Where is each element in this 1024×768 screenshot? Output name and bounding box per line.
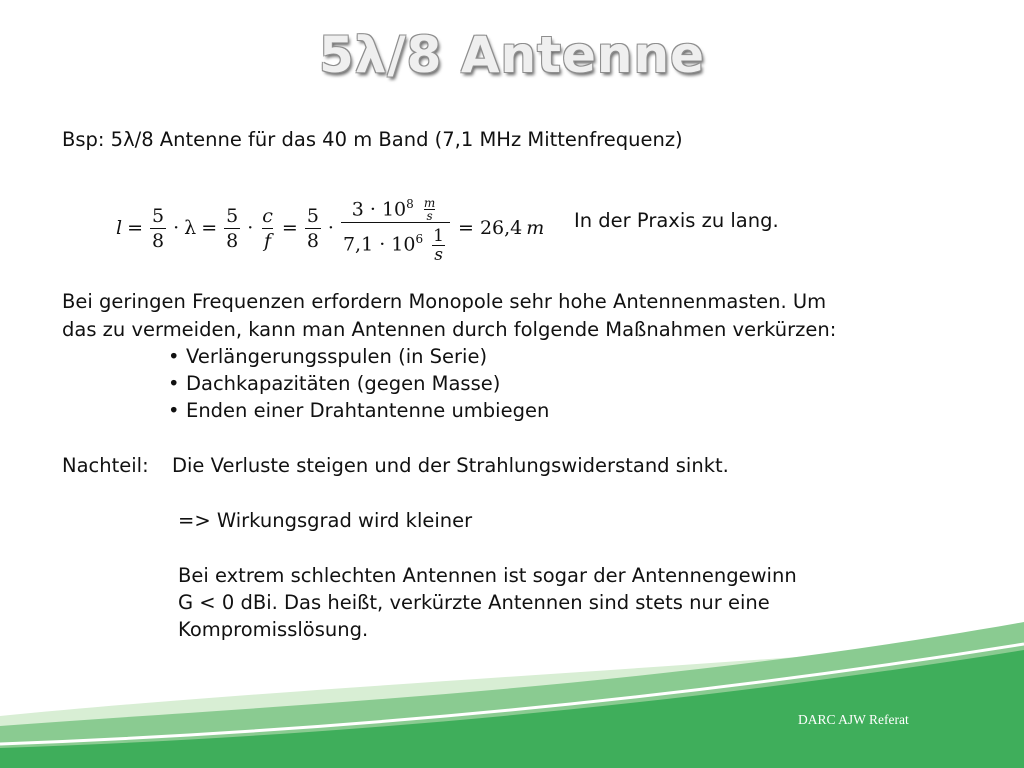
praxis-note: In der Praxis zu lang. (574, 209, 779, 232)
bullet-glyph: • (168, 345, 180, 368)
slide-title: 5λ/8 Antenne (318, 26, 706, 84)
footer-label: DARC AJW Referat (798, 712, 909, 727)
final-line-3: Kompromisslösung. (178, 618, 369, 641)
fraction-c-over-f-values: $3 \cdot 10^8$ $\frac{m}{s}$ $7,1 \cdot 10^6$ $\frac{1}{s}$ (341, 192, 450, 265)
conclusion-line: => Wirkungsgrad wird kleiner (178, 509, 473, 532)
final-line-2: G < 0 dBi. Das heißt, verkürzte Antennen sind stets nur eine (178, 591, 770, 614)
formula-result: = 26,4 (458, 217, 523, 239)
bullet-item: • Dachkapazitäten (gegen Masse) (168, 372, 501, 395)
fraction-c-f: $\frac{c}{f}$ (262, 204, 273, 252)
paragraph-line-1: Bei geringen Frequenzen erfordern Monopole sehr hohe Antennenmasten. Um (62, 290, 827, 313)
fraction-5-8: $\frac{5}{8}$ (306, 204, 319, 252)
paragraph-line-2: das zu vermeiden, kann man Antennen durch folgende Maßnahmen verkürzen: (62, 318, 837, 341)
formula-result-unit: m (526, 217, 545, 239)
nachteil-label: Nachteil: (62, 454, 149, 477)
final-line-1: Bei extrem schlechten Antennen ist sogar der Antennengewinn (178, 564, 797, 587)
fraction-5-8: $\frac{5}{8}$ (152, 204, 165, 252)
formula-l: l (116, 217, 123, 239)
bullet-glyph: • (168, 399, 180, 422)
bullet-item: • Enden einer Drahtantenne umbiegen (168, 399, 550, 422)
fraction-5-8: $\frac{5}{8}$ (226, 204, 239, 252)
example-line: Bsp: 5λ/8 Antenne für das 40 m Band (7,1 MHz Mittenfrequenz) (62, 128, 683, 151)
bullet-glyph: • (168, 372, 180, 395)
antenna-length-formula: l = $\frac{5}{8}$ · λ = $\frac{5}{8}$ · $\frac{c}{f}$ = $\frac{5}{8}$ · $3 \cdot 10^8$ $\frac{m}{s}$ $7,1 \cdot 10^6$ $\frac{1}{s}$ = 26,4 m (116, 186, 544, 270)
bullet-item: • Verlängerungsspulen (in Serie) (168, 345, 488, 368)
nachteil-text: Die Verluste steigen und der Strahlungswiderstand sinkt. (172, 454, 729, 477)
